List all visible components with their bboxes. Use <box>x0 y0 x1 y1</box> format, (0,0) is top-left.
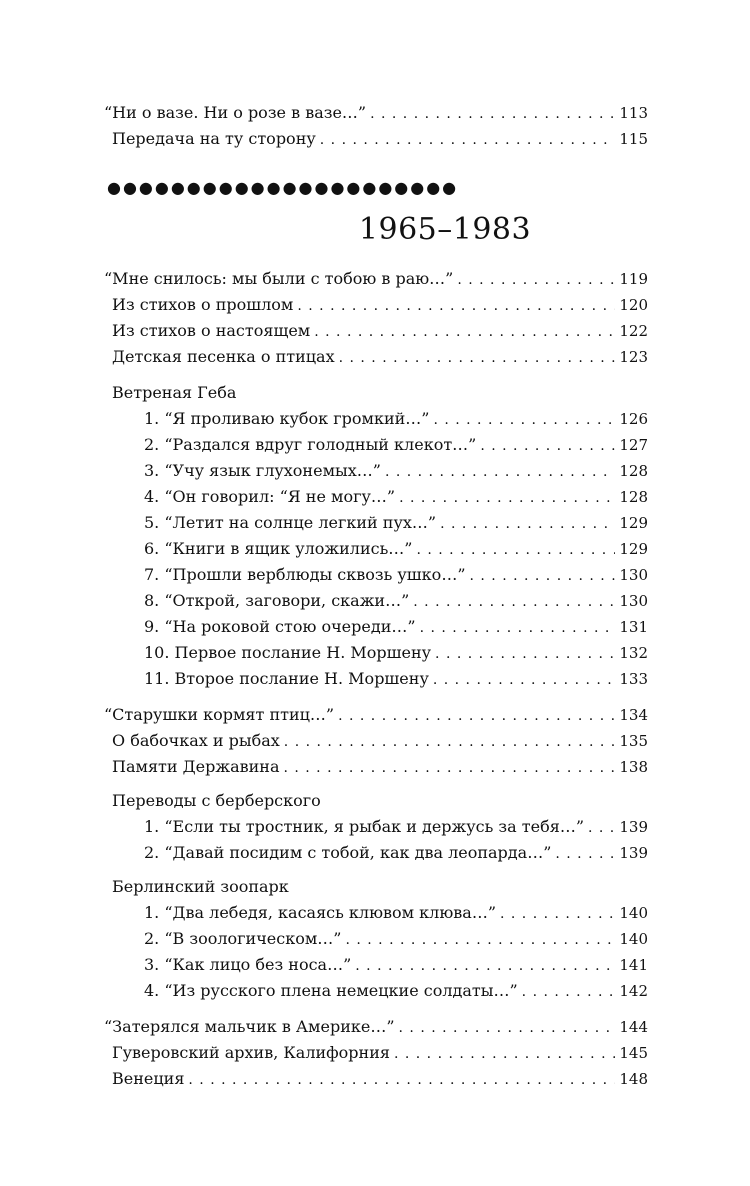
dot-leader <box>399 485 615 511</box>
entry-title: 4. “Из русского плена немецкие солдаты…” <box>144 981 518 1000</box>
entry-title: 7. “Прошли верблюды сквозь ушко…” <box>144 565 466 584</box>
toc-entry <box>144 926 648 952</box>
entry-page: 144 <box>619 1018 648 1036</box>
toc-entry <box>144 484 648 510</box>
dot-leader <box>433 407 615 433</box>
toc-entry <box>144 562 648 588</box>
toc-entry <box>112 292 648 318</box>
dot-leader <box>500 901 615 927</box>
dot-leader <box>588 815 615 841</box>
toc-entry <box>112 126 648 152</box>
toc-entry <box>112 1040 648 1066</box>
toc-entry <box>144 458 648 484</box>
entry-title: Из стихов о прошлом <box>112 295 294 314</box>
dot-leader <box>345 927 615 953</box>
entry-page: 131 <box>619 618 648 636</box>
toc-entry <box>144 406 648 432</box>
entry-page: 120 <box>619 296 648 314</box>
entry-page: 119 <box>619 270 648 288</box>
toc-entry <box>144 952 648 978</box>
section-title: 1965–1983 <box>358 212 532 247</box>
entry-page: 138 <box>619 758 648 776</box>
dot-leader <box>297 293 615 319</box>
entry-title: 11. Второе послание Н. Моршену <box>144 669 429 688</box>
dot-leader <box>394 1041 615 1067</box>
entry-title: 1. “Я проливаю кубок громкий…” <box>144 409 430 428</box>
entry-page: 126 <box>619 410 648 428</box>
entry-page: 129 <box>619 540 648 558</box>
cycle-heading: Переводы с берберского <box>112 791 321 810</box>
toc-entry <box>112 754 648 780</box>
entry-title: 2. “Давай посидим с тобой, как два леопарда…” <box>144 843 552 862</box>
toc-entry <box>144 536 648 562</box>
toc-entry <box>144 432 648 458</box>
cycle-heading: Ветреная Геба <box>112 383 237 402</box>
dot-leader <box>480 433 615 459</box>
entry-page: 128 <box>619 462 648 480</box>
entry-page: 135 <box>619 732 648 750</box>
entry-title: 10. Первое послание Н. Моршену <box>144 643 432 662</box>
dot-leader <box>435 641 615 667</box>
toc-entry <box>144 840 648 866</box>
entry-title: 3. “Как лицо без носа…” <box>144 955 352 974</box>
entry-title: 1. “Два лебедя, касаясь клювом клюва…” <box>144 903 496 922</box>
dot-leader <box>399 1015 616 1041</box>
entry-title: “Мне снилось: мы были с тобою в раю…” <box>104 269 454 288</box>
toc-entry <box>144 614 648 640</box>
dot-leader <box>320 127 616 153</box>
entry-title: Венеция <box>112 1069 185 1088</box>
dot-leader <box>413 589 615 615</box>
entry-page: 115 <box>619 130 648 148</box>
dot-leader <box>433 667 616 693</box>
entry-page: 132 <box>619 644 648 662</box>
toc-entry <box>112 1066 648 1092</box>
entry-title: 9. “На роковой стою очереди…” <box>144 617 416 636</box>
entry-title: 3. “Учу язык глухонемых…” <box>144 461 381 480</box>
entry-title: 8. “Открой, заговори, скажи…” <box>144 591 410 610</box>
dot-leader <box>314 319 615 345</box>
entry-page: 140 <box>619 930 648 948</box>
toc-entry <box>144 510 648 536</box>
entry-page: 129 <box>619 514 648 532</box>
toc-entry <box>112 344 648 370</box>
entry-page: 141 <box>619 956 648 974</box>
entry-page: 145 <box>619 1044 648 1062</box>
dot-leader <box>355 953 615 979</box>
entry-title: 1. “Если ты тростник, я рыбак и держусь за тебя…” <box>144 817 584 836</box>
entry-title: 2. “В зоологическом…” <box>144 929 342 948</box>
toc-entry <box>144 900 648 926</box>
entry-page: 133 <box>619 670 648 688</box>
entry-title: О бабочках и рыбах <box>112 731 280 750</box>
toc-entry <box>144 588 648 614</box>
dot-leader <box>440 511 615 537</box>
toc-entry <box>112 728 648 754</box>
entry-title: 6. “Книги в ящик уложились…” <box>144 539 413 558</box>
dot-leader <box>457 267 615 293</box>
dot-leader <box>522 979 616 1005</box>
entry-title: 2. “Раздался вдруг голодный клекот…” <box>144 435 477 454</box>
dot-leader <box>283 755 615 781</box>
entry-title: “Ни о вазе. Ни о розе в вазе…” <box>104 103 367 122</box>
toc-entry <box>104 702 648 728</box>
entry-page: 130 <box>619 566 648 584</box>
dot-leader <box>188 1067 615 1093</box>
section-separator: ●●●●●●●●●●●●●●●●●●●●●● <box>107 178 459 197</box>
toc-entry <box>112 318 648 344</box>
entry-page: 142 <box>619 982 648 1000</box>
entry-title: Из стихов о настоящем <box>112 321 311 340</box>
entry-page: 140 <box>619 904 648 922</box>
entry-page: 148 <box>619 1070 648 1088</box>
dot-leader <box>555 841 615 867</box>
dot-leader <box>470 563 616 589</box>
toc-entry <box>144 978 648 1004</box>
entry-title: Передача на ту сторону <box>112 129 316 148</box>
entry-page: 130 <box>619 592 648 610</box>
entry-page: 139 <box>619 844 648 862</box>
entry-page: 128 <box>619 488 648 506</box>
cycle-heading: Берлинский зоопарк <box>112 877 289 896</box>
entry-page: 127 <box>619 436 648 454</box>
entry-page: 123 <box>619 348 648 366</box>
entry-page: 122 <box>619 322 648 340</box>
dot-leader <box>370 101 615 127</box>
dot-leader <box>416 537 615 563</box>
toc-entry <box>104 100 648 126</box>
entry-page: 139 <box>619 818 648 836</box>
entry-title: Гуверовский архив, Калифорния <box>112 1043 390 1062</box>
entry-title: “Старушки кормят птиц…” <box>104 705 335 724</box>
toc-entry <box>144 814 648 840</box>
toc-entry <box>104 1014 648 1040</box>
entry-page: 113 <box>619 104 648 122</box>
entry-page: 134 <box>619 706 648 724</box>
entry-title: 5. “Летит на солнце легкий пух…” <box>144 513 437 532</box>
dot-leader <box>338 703 615 729</box>
entry-title: 4. “Он говорил: “Я не могу…” <box>144 487 396 506</box>
toc-entry <box>104 266 648 292</box>
toc-entry <box>144 640 648 666</box>
entry-title: “Затерялся мальчик в Америке…” <box>104 1017 395 1036</box>
dot-leader <box>339 345 616 371</box>
dot-leader <box>420 615 616 641</box>
entry-title: Детская песенка о птицах <box>112 347 335 366</box>
entry-title: Памяти Державина <box>112 757 280 776</box>
toc-entry <box>144 666 648 692</box>
dot-leader <box>284 729 616 755</box>
dot-leader <box>385 459 615 485</box>
